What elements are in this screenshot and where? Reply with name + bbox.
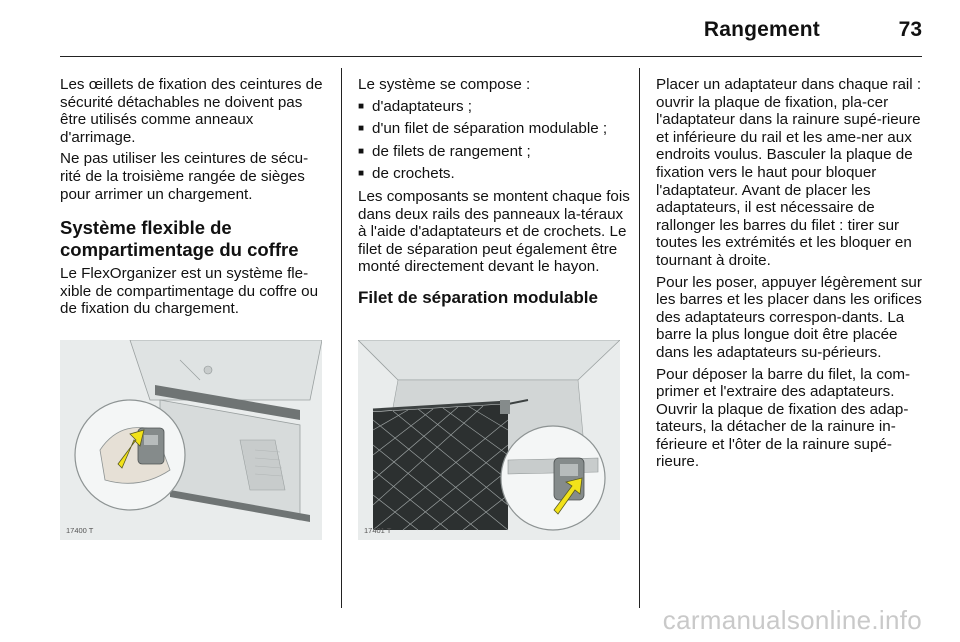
column-3 bbox=[656, 76, 922, 475]
paragraph: Le système se compose : bbox=[358, 76, 531, 93]
column-2 bbox=[358, 76, 630, 316]
paragraph: Pour déposer la barre du filet, la com-primer et l'extraire des adaptateurs. Ouvrir la plaque de fixation des adap-tateurs, la détacher de la rainure in-férieure et l'ôter de la rainure supé-rieure. bbox=[656, 365, 911, 471]
list-item: ■ d'adaptateurs ; bbox=[358, 97, 473, 115]
paragraph: Le FlexOrganizer est un système fle-xible de compartimentage du coffre ou de fixation du chargement. bbox=[60, 265, 319, 318]
list-item: ■ de filets de rangement ; bbox=[358, 142, 531, 160]
square-bullet-icon: ■ bbox=[358, 168, 365, 180]
paragraph: Les composants se montent chaque fois dans deux rails des panneaux la-téraux à l'aide d'adaptateurs et de crochets. Le filet de séparation peut également être monté directement devant le hayon. bbox=[358, 187, 630, 276]
header-rule bbox=[60, 56, 922, 57]
page-title: Rangement bbox=[703, 18, 820, 41]
figure-adapter-illustration bbox=[60, 340, 322, 540]
figure-id: 17401 T bbox=[364, 526, 392, 535]
paragraph: Placer un adaptateur dans chaque rail : ouvrir la plaque de fixation, pla-cer l'adaptateur dans la rainure supé-rieure et inférieure du rail et les ame-ner aux endroits voulus. Basculer la plaque de fixation vers le haut pour bloquer l'adaptateur. Avant de placer les adaptateurs, il est nécessaire de rallonger les barres du filet : tirer sur toutes les extrémités et les bloquer en tournant à droite. bbox=[656, 76, 922, 269]
square-bullet-icon: ■ bbox=[358, 123, 365, 135]
paragraph: Les œillets de fixation des ceintures de sécurité détachables ne doivent pas être utilisés comme anneaux d'arrimage. bbox=[60, 76, 323, 146]
figure-id: 17400 T bbox=[66, 526, 94, 535]
paragraph: Pour les poser, appuyer légèrement sur les barres et les placer dans les orifices des adaptateurs correspon-dants. La barre la plus longue doit être placée dans les adaptateurs su-périeurs. bbox=[656, 273, 922, 361]
watermark: carmanualsonline.info bbox=[662, 605, 922, 635]
column-divider-1 bbox=[341, 68, 342, 608]
square-bullet-icon: ■ bbox=[358, 100, 365, 112]
separation-net-drawing bbox=[358, 340, 620, 540]
column-divider-2 bbox=[639, 68, 640, 608]
column-1 bbox=[60, 76, 328, 322]
list-item: ■ d'un filet de séparation modulable ; bbox=[358, 120, 608, 138]
page-number: 73 bbox=[898, 18, 922, 41]
list-item: ■ de crochets. bbox=[358, 165, 455, 183]
square-bullet-icon: ■ bbox=[358, 145, 365, 157]
paragraph: Ne pas utiliser les ceintures de sécu-rité de la troisième rangée de sièges pour arrimer un chargement. bbox=[60, 150, 309, 203]
section-title: Système flexible de compartimentage du coffre bbox=[60, 217, 299, 261]
figure-net-illustration bbox=[358, 340, 620, 540]
trunk-adapter-drawing bbox=[60, 340, 322, 540]
subsection-title: Filet de séparation modulable bbox=[358, 287, 598, 307]
